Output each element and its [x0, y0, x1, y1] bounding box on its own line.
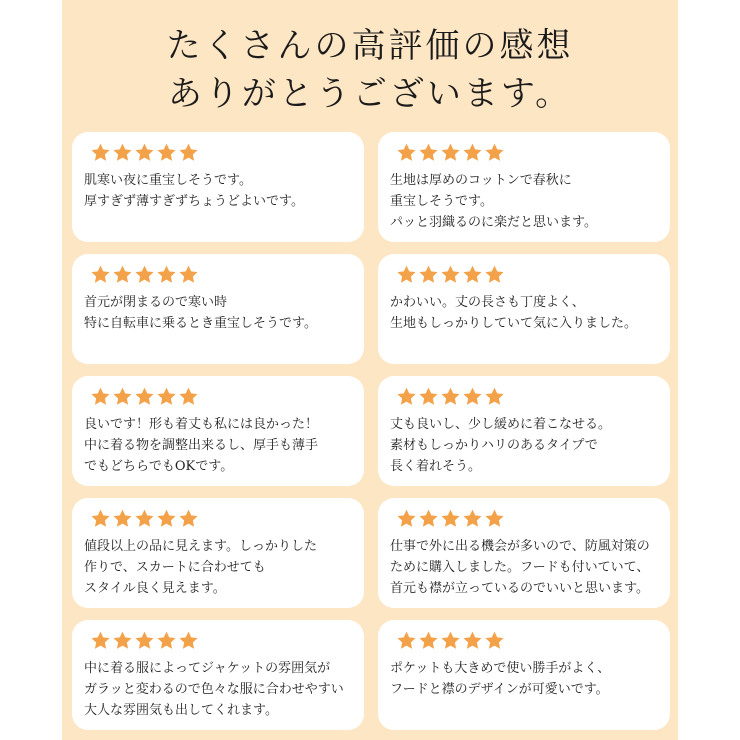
star-icon	[156, 264, 177, 286]
star-icon	[418, 386, 439, 408]
review-line: でもどちらでもOKです。	[84, 459, 234, 474]
review-line: 生地は厚めのコットンで春秋に	[390, 173, 572, 188]
review-line: 作りで、スカートに合わせても	[84, 560, 266, 575]
review-text	[84, 292, 354, 334]
review-text	[390, 292, 660, 334]
review-line: 中に着る服によってジャケットの雰囲気が	[84, 661, 331, 676]
star-icon	[462, 630, 483, 652]
review-text	[84, 658, 354, 721]
star-icon	[112, 264, 133, 286]
review-text	[84, 536, 354, 599]
star-icon	[156, 508, 177, 530]
review-line: 重宝しそうです。	[390, 194, 493, 209]
review-line: フードと襟のデザインが可愛いです。	[390, 682, 609, 697]
review-line: 生地もしっかりしていて気に入りました。	[390, 316, 638, 331]
review-line: 大人な雰囲気も出してくれます。	[84, 703, 278, 718]
star-icon	[440, 142, 461, 164]
review-line: スタイル良く見えます。	[84, 581, 226, 596]
review-card	[72, 254, 364, 364]
star-icon	[156, 386, 177, 408]
title-line-1: たくさんの高評価の感想	[166, 26, 574, 66]
review-line: 首元も襟が立っているのでいいと思います。	[390, 581, 649, 596]
star-icon	[112, 508, 133, 530]
review-card	[378, 132, 670, 242]
review-card	[72, 498, 364, 608]
review-line: 丈も良いし、少し緩めに着こなせる。	[390, 417, 612, 432]
star-rating	[90, 508, 354, 530]
star-icon	[484, 508, 505, 530]
star-icon	[418, 630, 439, 652]
review-text	[84, 414, 354, 477]
review-card	[72, 620, 364, 730]
star-icon	[396, 508, 417, 530]
review-line: 中に着る物を調整出来るし、厚手も薄手	[84, 438, 319, 453]
star-icon	[484, 142, 505, 164]
review-text	[390, 658, 660, 700]
star-rating	[90, 630, 354, 652]
star-icon	[396, 386, 417, 408]
star-icon	[462, 264, 483, 286]
star-rating	[90, 386, 354, 408]
star-icon	[112, 630, 133, 652]
review-line: 良いです！形も着丈も私には良かった！	[84, 417, 319, 432]
review-line: 長く着れそう。	[390, 459, 482, 474]
review-card	[378, 620, 670, 730]
review-line: かわいい。丈の長さも丁度よく、	[390, 295, 585, 310]
star-rating	[396, 386, 660, 408]
review-text	[390, 414, 660, 477]
star-icon	[462, 142, 483, 164]
page-title	[0, 22, 740, 118]
star-icon	[462, 508, 483, 530]
star-icon	[134, 142, 155, 164]
star-icon	[178, 630, 199, 652]
star-icon	[484, 386, 505, 408]
star-icon	[134, 264, 155, 286]
star-rating	[90, 142, 354, 164]
review-line: 肌寒い夜に重宝しそうです。	[84, 173, 252, 188]
review-line: 値段以上の品に見えます。しっかりした	[84, 539, 317, 554]
star-icon	[418, 264, 439, 286]
star-icon	[418, 142, 439, 164]
review-line: 首元が閉まるので寒い時	[84, 295, 228, 310]
star-icon	[440, 508, 461, 530]
star-rating	[396, 142, 660, 164]
star-icon	[462, 386, 483, 408]
star-icon	[440, 630, 461, 652]
star-icon	[178, 386, 199, 408]
review-text	[390, 536, 660, 599]
star-icon	[156, 142, 177, 164]
review-card	[378, 376, 670, 486]
star-icon	[112, 386, 133, 408]
review-line: ガラッと変わるので色々な服に合わせやすい	[84, 682, 344, 697]
review-card	[378, 498, 670, 608]
review-line: ために購入しました。フードも付いていて、	[390, 560, 650, 575]
star-icon	[396, 630, 417, 652]
star-icon	[90, 386, 111, 408]
review-line: 素材もしっかりハリのあるタイプで	[390, 438, 598, 453]
star-icon	[134, 508, 155, 530]
star-icon	[396, 264, 417, 286]
star-icon	[484, 630, 505, 652]
star-icon	[440, 386, 461, 408]
star-icon	[112, 142, 133, 164]
review-line: 仕事で外に出る機会が多いので、防風対策の	[390, 539, 650, 554]
star-icon	[178, 264, 199, 286]
review-line: パッと羽織るのに楽だと思います。	[390, 215, 597, 230]
star-rating	[396, 508, 660, 530]
review-card	[72, 132, 364, 242]
star-icon	[156, 630, 177, 652]
star-rating	[396, 264, 660, 286]
star-icon	[396, 142, 417, 164]
review-line: 特に自転車に乗るとき重宝しそうです。	[84, 316, 317, 331]
star-icon	[178, 508, 199, 530]
star-rating	[396, 630, 660, 652]
star-icon	[418, 508, 439, 530]
star-rating	[90, 264, 354, 286]
star-icon	[90, 630, 111, 652]
star-icon	[484, 264, 505, 286]
star-icon	[90, 508, 111, 530]
star-icon	[440, 264, 461, 286]
title-line-2: ありがとうございます。	[167, 74, 573, 114]
review-text	[390, 170, 660, 233]
review-line: ポケットも大きめで使い勝手がよく、	[390, 661, 611, 676]
star-icon	[90, 142, 111, 164]
review-card	[378, 254, 670, 364]
star-icon	[90, 264, 111, 286]
star-icon	[134, 386, 155, 408]
star-icon	[134, 630, 155, 652]
review-text	[84, 170, 354, 212]
review-line: 厚すぎず薄すぎずちょうどよいです。	[84, 194, 304, 209]
review-card	[72, 376, 364, 486]
star-icon	[178, 142, 199, 164]
